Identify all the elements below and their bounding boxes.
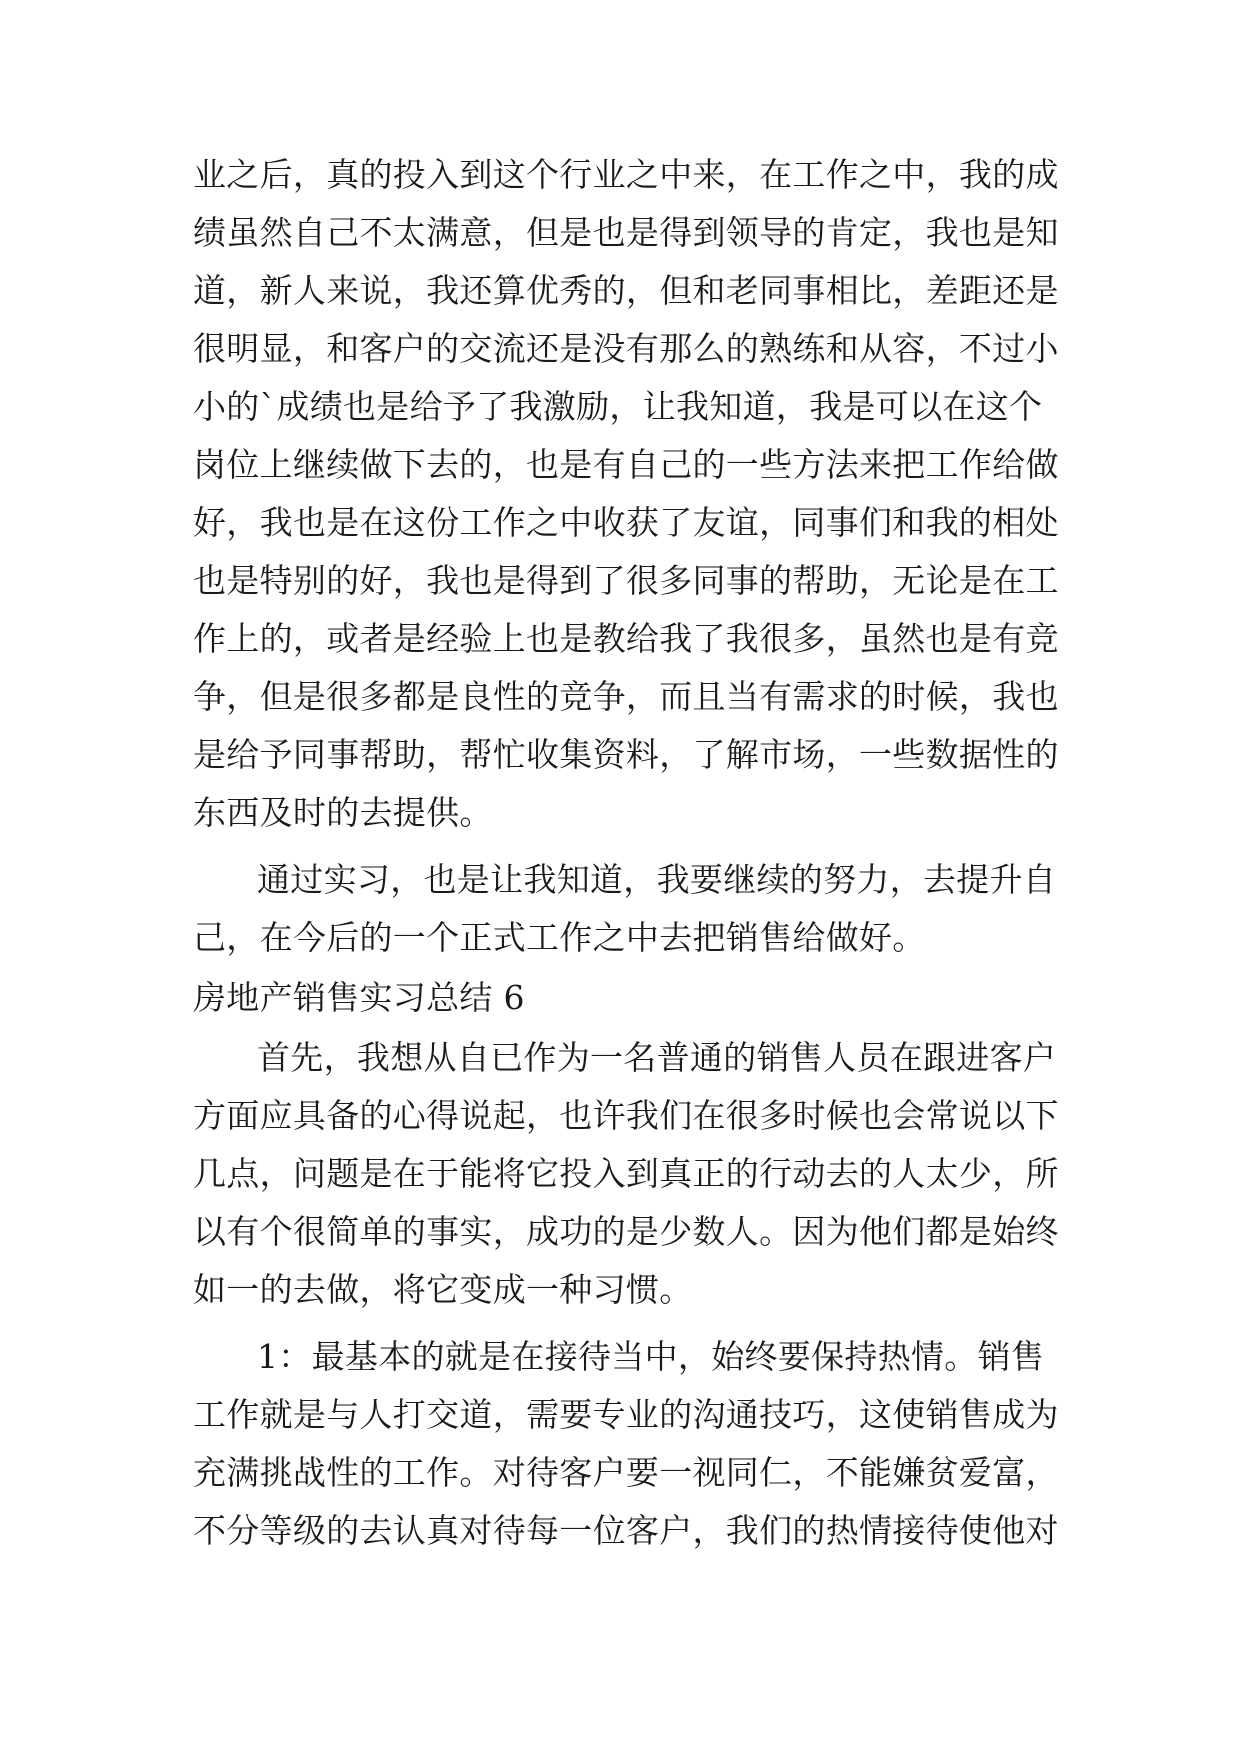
paragraph-line: 绩虽然自己不太满意，但是也是得到领导的肯定，我也是知 [193,213,1059,252]
paragraph-line: 1：最基本的就是在接待当中，始终要保持热情。销售 [257,1337,1045,1376]
paragraph-line: 几点，问题是在于能将它投入到真正的行动去的人太少，所 [193,1154,1059,1193]
paragraph-line: 充满挑战性的工作。对待客户要一视同仁，不能嫌贫爱富， [193,1453,1059,1492]
paragraph-line: 争，但是很多都是良性的竞争，而且当有需求的时候，我也 [193,677,1059,716]
paragraph-line: 东西及时的去提供。 [193,793,493,832]
paragraph-line: 以有个很简单的事实，成功的是少数人。因为他们都是始终 [193,1212,1059,1251]
paragraph-line: 也是特别的好，我也是得到了很多同事的帮助，无论是在工 [193,561,1059,600]
paragraph-line: 不分等级的去认真对待每一位客户，我们的热情接待使他对 [193,1511,1059,1550]
paragraph-line: 工作就是与人打交道，需要专业的沟通技巧，这使销售成为 [193,1395,1059,1434]
paragraph-line: 是给予同事帮助，帮忙收集资料，了解市场，一些数据性的 [193,735,1059,774]
paragraph-line: 通过实习，也是让我知道，我要继续的努力，去提升自 [257,860,1057,899]
paragraph-line: 小的`成绩也是给予了我激励，让我知道，我是可以在这个 [193,387,1043,426]
paragraph-line: 作上的，或者是经验上也是教给我了我很多，虽然也是有竞 [193,619,1059,658]
paragraph-line: 己，在今后的一个正式工作之中去把销售给做好。 [193,918,926,957]
paragraph-line: 好，我也是在这份工作之中收获了友谊，同事们和我的相处 [193,503,1059,542]
paragraph-line: 方面应具备的心得说起，也许我们在很多时候也会常说以下 [193,1096,1059,1135]
paragraph-line: 业之后，真的投入到这个行业之中来，在工作之中，我的成 [193,155,1059,194]
paragraph-line: 岗位上继续做下去的，也是有自己的一些方法来把工作给做 [193,445,1059,484]
paragraph-line: 如一的去做，将它变成一种习惯。 [193,1270,693,1309]
paragraph-line: 首先，我想从自已作为一名普通的销售人员在跟进客户 [257,1038,1057,1077]
paragraph-line: 很明显，和客户的交流还是没有那么的熟练和从容，不过小 [193,329,1059,368]
section-heading: 房地产销售实习总结 6 [193,978,525,1017]
paragraph-line: 道，新人来说，我还算优秀的，但和老同事相比，差距还是 [193,271,1059,310]
